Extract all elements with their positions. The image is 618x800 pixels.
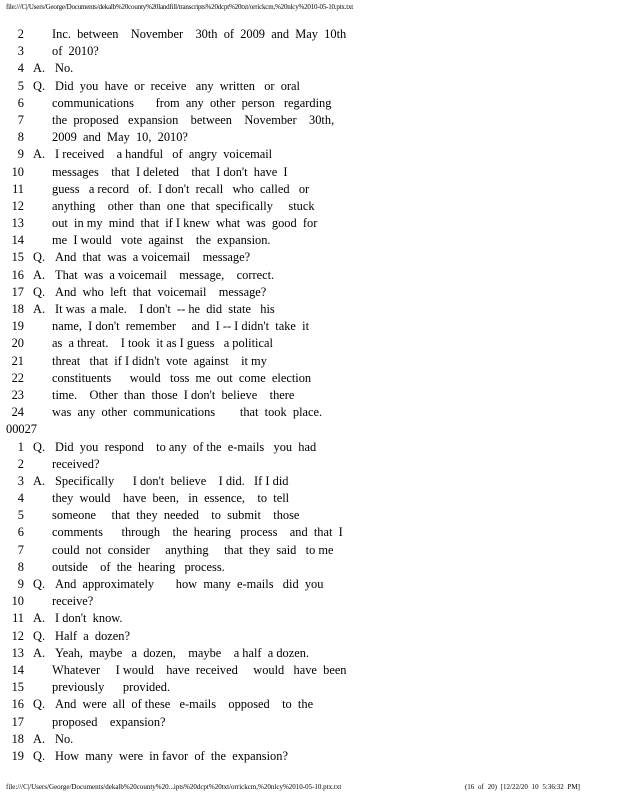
line-text: receive? (52, 594, 94, 609)
line-text: someone that they needed to submit those (52, 508, 300, 523)
line-number: 21 (11, 353, 24, 368)
transcript-line (0, 679, 618, 696)
line-number: 18 (11, 731, 24, 746)
line-text: Did you have or receive any written or oral (55, 78, 300, 93)
transcript-line (0, 232, 618, 249)
line-text: Yeah, maybe a dozen, maybe a half a dozen. (55, 645, 310, 660)
line-number: 4 (17, 61, 24, 76)
line-text: comments through the hearing process and that I (52, 525, 343, 540)
speaker-marker: A. (33, 473, 46, 488)
transcript-line (0, 26, 618, 43)
line-text: I received a handful of angry voicemail (55, 147, 273, 162)
line-number: 11 (12, 181, 24, 196)
line-text: of 2010? (52, 44, 99, 59)
speaker-marker: Q. (33, 748, 46, 763)
line-text: Whatever I would have received would have been (52, 662, 347, 677)
transcript-line (0, 198, 618, 215)
line-number: 1 (17, 439, 24, 454)
transcript-line (0, 146, 618, 163)
line-number: 14 (11, 233, 24, 248)
transcript-line (0, 267, 618, 284)
transcript-line (0, 490, 618, 507)
speaker-marker: A. (33, 645, 46, 660)
line-text: 2009 and May 10, 2010? (52, 130, 188, 145)
line-number: 2 (17, 27, 24, 41)
transcript-line (0, 542, 618, 559)
line-number: 17 (11, 714, 24, 729)
speaker-marker: A. (33, 267, 46, 282)
line-number: 5 (17, 508, 24, 523)
transcript-line (0, 714, 618, 731)
speaker-marker: A. (33, 302, 46, 316)
line-number: 12 (11, 198, 24, 213)
line-text: Specifically I don't believe I did. If I did (55, 473, 289, 488)
line-text: constituents would toss me out come election (52, 370, 312, 385)
file-path-footer: file:///C|/Users/George/Documents/dekalb%20county%20...ipts%20dcpt%20txt/orrickcm,%20nlcy%2010-05-10.ptx.txt (6, 783, 342, 791)
transcript-line (0, 387, 618, 404)
line-number: 12 (11, 628, 24, 643)
line-text: And who left that voicemail message? (55, 284, 267, 299)
transcript-line (0, 284, 618, 301)
transcript-line (0, 353, 618, 370)
transcript-line (0, 696, 618, 713)
transcript-line (0, 78, 618, 95)
line-text: proposed expansion? (52, 714, 166, 729)
line-number: 8 (17, 559, 24, 574)
line-number: 17 (11, 284, 24, 299)
speaker-marker: Q. (33, 284, 46, 299)
line-number: 3 (17, 44, 24, 59)
line-number: 15 (11, 250, 24, 265)
line-number: 7 (17, 542, 24, 557)
transcript-line (0, 593, 618, 610)
line-text: And that was a voicemail message? (55, 250, 251, 265)
line-text: It was a male. I don't -- he did state his (55, 302, 275, 316)
transcript-line (0, 456, 618, 473)
line-number: 19 (11, 748, 24, 763)
page-number-text: 00027 (6, 422, 37, 437)
line-text: they would have been, in essence, to tell (52, 491, 290, 506)
line-text: me I would vote against the expansion. (52, 233, 271, 248)
line-number: 20 (11, 336, 24, 351)
transcript-line (0, 301, 618, 318)
line-text: Half a dozen? (55, 628, 130, 643)
transcript-line (0, 439, 618, 456)
line-number: 6 (17, 95, 24, 110)
line-number: 2 (17, 456, 24, 471)
transcript-line (0, 129, 618, 146)
transcript-line (0, 645, 618, 662)
speaker-marker: A. (33, 61, 46, 76)
line-number: 9 (17, 147, 24, 162)
speaker-marker: Q. (33, 250, 46, 265)
transcript-line (0, 576, 618, 593)
transcript-line (0, 335, 618, 352)
line-number: 14 (11, 662, 24, 677)
line-number: 13 (11, 216, 24, 231)
line-number: 23 (11, 387, 24, 402)
line-number: 4 (17, 491, 24, 506)
line-text: out in my mind that if I knew what was good for (52, 216, 318, 231)
line-number: 3 (17, 473, 24, 488)
line-text: was any other communications that took place. (52, 405, 323, 420)
line-number: 24 (11, 405, 24, 420)
speaker-marker: A. (33, 611, 46, 626)
speaker-marker: Q. (33, 439, 46, 454)
line-text: time. Other than those I don't believe there (52, 387, 295, 402)
line-number: 15 (11, 680, 24, 695)
line-text: Did you respond to any of the e-mails you had (55, 439, 317, 454)
speaker-marker: A. (33, 731, 46, 746)
transcript-line (0, 748, 618, 765)
transcript-body (0, 26, 618, 765)
line-number: 6 (17, 525, 24, 540)
speaker-marker: Q. (33, 78, 46, 93)
line-text: And were all of these e-mails opposed to the (55, 697, 314, 712)
transcript-line (0, 662, 618, 679)
line-number: 9 (17, 577, 24, 591)
line-text: No. (55, 731, 74, 746)
line-text: previously provided. (52, 680, 171, 695)
line-text: anything other than one that specifically stuck (52, 198, 315, 213)
line-text: No. (55, 61, 74, 76)
line-text: And approximately how many e-mails did you (55, 577, 324, 591)
line-number: 22 (11, 370, 24, 385)
transcript-line (0, 370, 618, 387)
line-text: I don't know. (55, 611, 123, 626)
line-number: 5 (17, 78, 24, 93)
line-text: That was a voicemail message, correct. (55, 267, 275, 282)
transcript-line (0, 249, 618, 266)
line-text: guess a record of. I don't recall who called or (52, 181, 310, 196)
line-number: 11 (12, 611, 24, 626)
page-info-footer: (16 of 20) [12/22/20 10 5:36:32 PM] (464, 783, 580, 791)
line-text: the proposed expansion between November 30th, (52, 112, 335, 127)
transcript-line (0, 318, 618, 335)
line-text: received? (52, 456, 100, 471)
speaker-marker: Q. (33, 577, 46, 591)
line-text: name, I don't remember and I -- I didn't take it (52, 319, 310, 334)
line-text: communications from any other person regarding (52, 95, 332, 110)
transcript-line (0, 95, 618, 112)
transcript-line (0, 112, 618, 129)
line-text: outside of the hearing process. (52, 559, 225, 574)
line-text: Inc. between November 30th of 2009 and May 10th (52, 27, 347, 41)
line-text: could not consider anything that they said to me (52, 542, 334, 557)
line-text: How many were in favor of the expansion? (55, 748, 288, 763)
line-number: 10 (11, 164, 24, 179)
page-number (0, 421, 618, 438)
transcript-line (0, 610, 618, 627)
line-number: 18 (11, 302, 24, 316)
line-number: 19 (11, 319, 24, 334)
file-path-header: file:///C|/Users/George/Documents/dekalb%20county%20landfill/transcripts%20dcpt%20txt/orrickcm,%20nlcy%2010-05-10.ptx.txt (6, 3, 354, 11)
line-number: 16 (11, 267, 24, 282)
line-number: 10 (11, 594, 24, 609)
line-number: 8 (17, 130, 24, 145)
transcript-line (0, 404, 618, 421)
speaker-marker: Q. (33, 697, 46, 712)
line-number: 13 (11, 645, 24, 660)
line-text: threat that if I didn't vote against it my (52, 353, 267, 368)
transcript-line (0, 60, 618, 77)
line-text: as a threat. I took it as I guess a political (52, 336, 273, 351)
transcript-line (0, 507, 618, 524)
speaker-marker: Q. (33, 628, 46, 643)
line-number: 16 (11, 697, 24, 712)
transcript-line (0, 473, 618, 490)
transcript-line (0, 164, 618, 181)
transcript-line (0, 215, 618, 232)
transcript-line (0, 181, 618, 198)
transcript-line (0, 524, 618, 541)
transcript-line (0, 731, 618, 748)
transcript-line (0, 559, 618, 576)
speaker-marker: A. (33, 147, 46, 162)
transcript-line (0, 43, 618, 60)
transcript-line (0, 628, 618, 645)
line-number: 7 (17, 112, 24, 127)
line-text: messages that I deleted that I don't have I (52, 164, 288, 179)
